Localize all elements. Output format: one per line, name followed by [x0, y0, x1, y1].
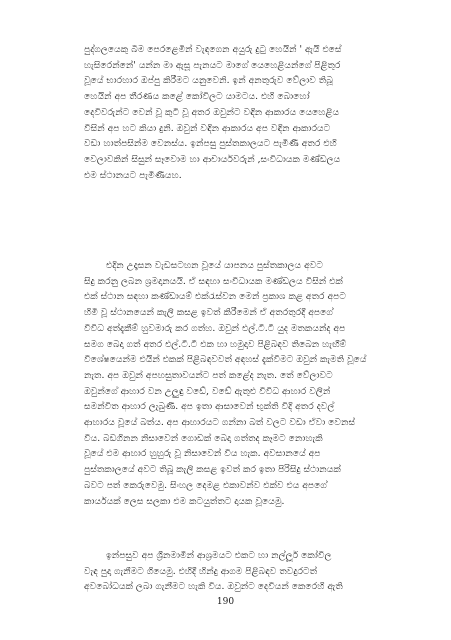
text-line: එම ස්ථානයට පැමිණියහ. — [84, 169, 182, 181]
text-line: වූයේ භාරහාර ඔප්පු කිරීමට යනුවෙනි. ඉන් අනතුරුව වේලාව තිබූ — [84, 75, 333, 87]
text-line: වෙලාවකින් සිසුන් සෑවොම හා ආචාර්යවරුන් ,සංවිධායක මණ්ඩලය — [84, 153, 341, 165]
text-line: එක් ස්ථාන සඳහා කණ්ඩායම් එක්රැස්වන මෙන් ප්‍රකාශ කළ අතර අපට — [84, 291, 347, 303]
text-line: විය. බඩගිනන නිසාවෙන් ගොඩක් බෙදා ගත්තද කෑමට නොහැකි — [84, 432, 323, 444]
text-line: වැඳ පුදා ගැනීමට ගියෙමු. එහිදී හින්දු ආගම පිළිබඳව තවදුරටත් — [84, 565, 318, 577]
paragraph-3 — [84, 548, 386, 595]
text-line: සිදු කරනු ලබන ශ්‍රමදානයයි. ඒ සඳහා සංවිධායක මණ්ඩලය විසින් එක් — [84, 275, 343, 287]
text-line: හිමි වූ ස්ථානයෙන් කැලි කසළ ඉවත් කිරීමෙන් ඒ අතරතුරදී අපගේ — [84, 307, 333, 319]
text-line: වඩා හාත්පසින්ම වෙනස්ය. ඉන්පසු පුස්තකාලයට පැමිණි අතර එහි — [84, 138, 337, 150]
text-line: නැත. අප ඔවුන් අපහසුතාවයන්ට පත් කළේද නැත. තේ වේලාවට — [84, 369, 333, 381]
text-line: විවිධ අත්දැකීම් හුවමාරු කර ගත්හ. ඔවුන් එල්.ටී.ටී යුද මතකයන්ද අප — [84, 322, 346, 334]
text-line: විසින් අප හට කියා දුනි. ඔවුන් වඳින ආකාරය අප වඳින ආකාරයට — [84, 122, 331, 134]
text-line: සමන්විත ආහාර ලැබුණි. අප ඉතා ආසාවෙන් භුක්ති විදි අතර දවල් — [84, 401, 335, 413]
text-line: පුස්තකාලයේ අවට තිබූ කැලි කසළ ඉවත් කර ඉතා පිරිසිදු ස්ථානයක් — [84, 464, 341, 476]
text-line: කාර්යයක් ලෙස සලකා එම කටයුත්තට දායක වූයෙමු. — [84, 495, 285, 507]
text-line: පුද්ගලයෙකු බිම පෙරළෙමින් වැඳගෙන අයුරු දුටු හෙයින් ' ඇයි එසේ — [84, 44, 342, 55]
text-line: දෙවිවරුන්ට වෙන් වූ කුටි වූ අතර ඔවුන්ට වඳින ආකාරය යෙහෙළිය — [84, 106, 340, 118]
text-line: බවට පත් කෙරුවෙමු. සිංහල දෙමළ එකාවන්ව එක්ව එය අපගේ — [84, 479, 327, 491]
text-line: හෙයින් අප තීරණය කළේ කෝවිලට යාමටය. එහි බොහෝ — [84, 91, 310, 103]
paragraph-2 — [84, 258, 386, 509]
text-line: වූයේ එම ආහාර හුහුරු වූ නිසාවෙන් විය හැක. අවසානයේ අප — [84, 448, 321, 460]
page-number: 190 — [216, 597, 235, 607]
text-line: ඉන්පසුව අප ශ්‍රීනමාමීන් ආශ්‍රමයට එකට හා නල්ලූර් කෝවිල — [106, 550, 332, 561]
text-line: අවබෝධයක් ලබා ගැනීමට හැකි විය. ඔවුන්ට දෙවියන් කෙරෙහි ඇති — [84, 581, 343, 593]
text-line: සමග බෙදා ගත් අතර එල්.ටී.ටී එක හා හමුදාව පිළිබඳව තිබෙන හැඟීම් — [84, 338, 347, 350]
text-line: එදින උදෑසන වැඩසටහන වූයේ යාපනය පුස්තකාලය අවට — [106, 260, 323, 271]
text-line: ඔවුන්ගේ ආහාර වන උලුඳු වඩේ, වඩේ ඇතුළු විවිධ ආහාර වලින් — [84, 385, 331, 397]
text-line: හැසිරෙන්නේ' යන්න මා ඇසූ පැනයට මාගේ යෙහෙළියන්ගේ පිළිතුර — [84, 59, 341, 71]
text-line: විශේෂයෙන්ම එයින් එකක් පිළිබඳවවත් අඳහස් දැක්වීමට ඔවුන් කැමති වූයේ — [84, 354, 367, 366]
paragraph-1 — [84, 42, 386, 183]
text-line: ආහාරය වූයේ බත්ය. අප ආහාරයට ගන්නා බත් වලට වඩා ඒවා වෙනස් — [84, 417, 356, 429]
